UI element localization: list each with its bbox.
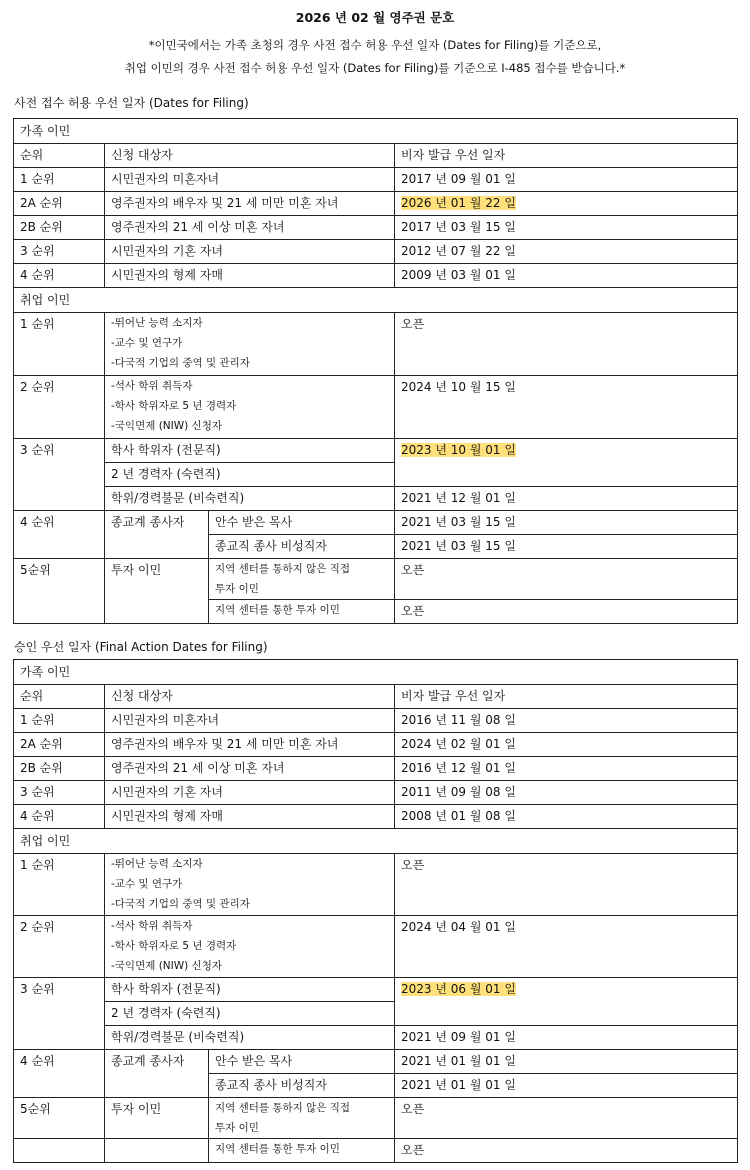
sub-target-cell: 지역 센터를 통한 투자 이민	[209, 1139, 395, 1163]
target-cell: 종교계 종사자	[105, 1050, 209, 1098]
employment-group-label: 취업 이민	[14, 288, 738, 313]
family-group-row	[14, 119, 738, 144]
date-cell	[395, 978, 738, 1026]
rank-cell: 2A 순위	[14, 192, 105, 216]
target-item: -석사 학위 취득자	[111, 920, 193, 932]
target-cell: 시민권자의 기혼 자녀	[105, 781, 395, 805]
date-cell: 2021 년 03 월 15 일	[395, 535, 738, 559]
highlighted-date: 2023 년 10 월 01 일	[401, 443, 516, 457]
date-cell: 2024 년 10 월 15 일	[395, 376, 738, 439]
sub-target-cell: 지역 센터를 통한 투자 이민	[209, 600, 395, 624]
employment-group-row	[14, 288, 738, 313]
table-row	[14, 487, 738, 511]
table-row	[14, 192, 738, 216]
note-line-2: 취업 이민의 경우 사전 접수 허용 우선 일자 (Dates for Filing)를 기준으로 I-485 접수를 받습니다.*	[124, 61, 626, 75]
table-row	[14, 559, 738, 600]
target-item: -뛰어난 능력 소지자	[111, 317, 203, 329]
rank-cell: 3 순위	[14, 978, 105, 1050]
date-cell	[395, 439, 738, 487]
target-item: -석사 학위 취득자	[111, 380, 193, 392]
target-cell: 영주권자의 배우자 및 21 세 미만 미혼 자녀	[105, 733, 395, 757]
filing-section-heading: 사전 접수 허용 우선 일자 (Dates for Filing)	[14, 96, 249, 110]
rank-cell: 2B 순위	[14, 757, 105, 781]
sub-target-cell: 종교직 종사 비성직자	[209, 535, 395, 559]
col-target-header: 신청 대상자	[105, 144, 395, 168]
target-item: -다국적 기업의 중역 및 관리자	[111, 357, 250, 369]
employment-group-label: 취업 이민	[14, 829, 738, 854]
target-cell: 시민권자의 기혼 자녀	[105, 240, 395, 264]
sub-target-line: 투자 이민	[215, 583, 259, 595]
target-cell: 시민권자의 형제 자매	[105, 264, 395, 288]
table-row	[14, 168, 738, 192]
rank-cell: 1 순위	[14, 854, 105, 916]
rank-cell: 3 순위	[14, 240, 105, 264]
table-row	[14, 264, 738, 288]
date-cell: 2024 년 02 월 01 일	[395, 733, 738, 757]
rank-cell: 2 순위	[14, 376, 105, 439]
date-cell: 2021 년 01 월 01 일	[395, 1050, 738, 1074]
table-row	[14, 1026, 738, 1050]
target-cell: 종교계 종사자	[105, 511, 209, 559]
target-cell: 영주권자의 배우자 및 21 세 미만 미혼 자녀	[105, 192, 395, 216]
table-row	[14, 916, 738, 978]
table-row	[14, 216, 738, 240]
table-row	[14, 854, 738, 916]
rank-cell: 1 순위	[14, 313, 105, 376]
target-cell: 2 년 경력자 (숙련직)	[105, 463, 395, 487]
target-item: -국익면제 (NIW) 신청자	[111, 420, 222, 432]
sub-target-cell	[209, 559, 395, 600]
target-item: -학사 학위자로 5 년 경력자	[111, 400, 237, 412]
table-row	[14, 511, 738, 535]
target-cell: 학위/경력불문 (비숙련직)	[105, 1026, 395, 1050]
date-cell: 2012 년 07 월 22 일	[395, 240, 738, 264]
target-cell	[105, 376, 395, 439]
target-cell	[105, 854, 395, 916]
filing-table	[13, 118, 738, 624]
date-cell: 2016 년 12 월 01 일	[395, 757, 738, 781]
highlighted-date: 2023 년 06 월 01 일	[401, 982, 516, 996]
sub-target-line: 지역 센터를 통하지 않은 직접	[215, 1102, 351, 1114]
page-title: 2026 년 02 월 영주권 문호	[295, 10, 455, 25]
column-header-row	[14, 144, 738, 168]
date-cell: 2017 년 09 월 01 일	[395, 168, 738, 192]
col-rank-header: 순위	[14, 685, 105, 709]
rank-cell: 5순위	[14, 559, 105, 624]
col-date-header: 비자 발급 우선 일자	[395, 144, 738, 168]
col-target-header: 신청 대상자	[105, 685, 395, 709]
table-row	[14, 439, 738, 463]
date-cell: 오픈	[395, 854, 738, 916]
sub-target-cell: 안수 받은 목사	[209, 1050, 395, 1074]
table-row	[14, 1098, 738, 1139]
rank-cell	[14, 1139, 105, 1163]
target-item: -국익면제 (NIW) 신청자	[111, 960, 222, 972]
rank-cell: 4 순위	[14, 511, 105, 559]
date-cell	[395, 192, 738, 216]
date-cell: 오픈	[395, 1098, 738, 1139]
column-header-row	[14, 685, 738, 709]
col-date-header: 비자 발급 우선 일자	[395, 685, 738, 709]
final-table	[13, 659, 738, 1163]
target-item: -교수 및 연구가	[111, 337, 183, 349]
sub-target-line: 투자 이민	[215, 1122, 259, 1134]
target-item: -학사 학위자로 5 년 경력자	[111, 940, 237, 952]
employment-group-row	[14, 829, 738, 854]
target-cell: 영주권자의 21 세 이상 미혼 자녀	[105, 216, 395, 240]
final-section-heading: 승인 우선 일자 (Final Action Dates for Filing)	[14, 640, 268, 654]
target-cell	[105, 916, 395, 978]
rank-cell: 5순위	[14, 1098, 105, 1139]
rank-cell: 2B 순위	[14, 216, 105, 240]
table-row	[14, 781, 738, 805]
note-line-1: *이민국에서는 가족 초청의 경우 사전 접수 허용 우선 일자 (Dates for Filing)를 기준으로,	[148, 38, 602, 52]
date-cell: 2021 년 03 월 15 일	[395, 511, 738, 535]
table-row	[14, 1050, 738, 1074]
target-cell	[105, 1139, 209, 1163]
date-cell: 2016 년 11 월 08 일	[395, 709, 738, 733]
date-cell: 오픈	[395, 559, 738, 600]
rank-cell: 4 순위	[14, 264, 105, 288]
rank-cell: 3 순위	[14, 439, 105, 511]
rank-cell: 3 순위	[14, 781, 105, 805]
sub-target-cell: 종교직 종사 비성직자	[209, 1074, 395, 1098]
table-row	[14, 978, 738, 1002]
col-rank-header: 순위	[14, 144, 105, 168]
sub-target-line: 지역 센터를 통하지 않은 직접	[215, 563, 351, 575]
highlighted-date: 2026 년 01 월 22 일	[401, 196, 516, 210]
target-cell: 영주권자의 21 세 이상 미혼 자녀	[105, 757, 395, 781]
date-cell: 2021 년 01 월 01 일	[395, 1074, 738, 1098]
target-item: -뛰어난 능력 소지자	[111, 858, 203, 870]
rank-cell: 4 순위	[14, 1050, 105, 1098]
target-cell: 시민권자의 미혼자녀	[105, 709, 395, 733]
date-cell: 2009 년 03 월 01 일	[395, 264, 738, 288]
table-row	[14, 709, 738, 733]
table-row	[14, 376, 738, 439]
table-row	[14, 1139, 738, 1163]
target-cell: 학사 학위자 (전문직)	[105, 978, 395, 1002]
date-cell: 오픈	[395, 313, 738, 376]
rank-cell: 2 순위	[14, 916, 105, 978]
family-group-label: 가족 이민	[14, 660, 738, 685]
date-cell: 2011 년 09 월 08 일	[395, 781, 738, 805]
table-row	[14, 313, 738, 376]
family-group-label: 가족 이민	[14, 119, 738, 144]
rank-cell: 2A 순위	[14, 733, 105, 757]
date-cell: 2021 년 09 월 01 일	[395, 1026, 738, 1050]
date-cell: 2017 년 03 월 15 일	[395, 216, 738, 240]
target-cell: 시민권자의 미혼자녀	[105, 168, 395, 192]
rank-cell: 1 순위	[14, 168, 105, 192]
target-cell: 시민권자의 형제 자매	[105, 805, 395, 829]
target-cell: 학사 학위자 (전문직)	[105, 439, 395, 463]
rank-cell: 1 순위	[14, 709, 105, 733]
table-row	[14, 805, 738, 829]
target-item: -교수 및 연구가	[111, 878, 183, 890]
date-cell: 오픈	[395, 600, 738, 624]
date-cell: 2024 년 04 월 01 일	[395, 916, 738, 978]
target-cell: 투자 이민	[105, 1098, 209, 1139]
date-cell: 오픈	[395, 1139, 738, 1163]
family-group-row	[14, 660, 738, 685]
rank-cell: 4 순위	[14, 805, 105, 829]
date-cell: 2008 년 01 월 08 일	[395, 805, 738, 829]
target-cell	[105, 313, 395, 376]
table-row	[14, 757, 738, 781]
date-cell: 2021 년 12 월 01 일	[395, 487, 738, 511]
target-cell: 투자 이민	[105, 559, 209, 624]
sub-target-cell: 안수 받은 목사	[209, 511, 395, 535]
target-cell: 학위/경력불문 (비숙련직)	[105, 487, 395, 511]
table-row	[14, 240, 738, 264]
target-item: -다국적 기업의 중역 및 관리자	[111, 898, 250, 910]
sub-target-cell	[209, 1098, 395, 1139]
table-row	[14, 733, 738, 757]
target-cell: 2 년 경력자 (숙련직)	[105, 1002, 395, 1026]
